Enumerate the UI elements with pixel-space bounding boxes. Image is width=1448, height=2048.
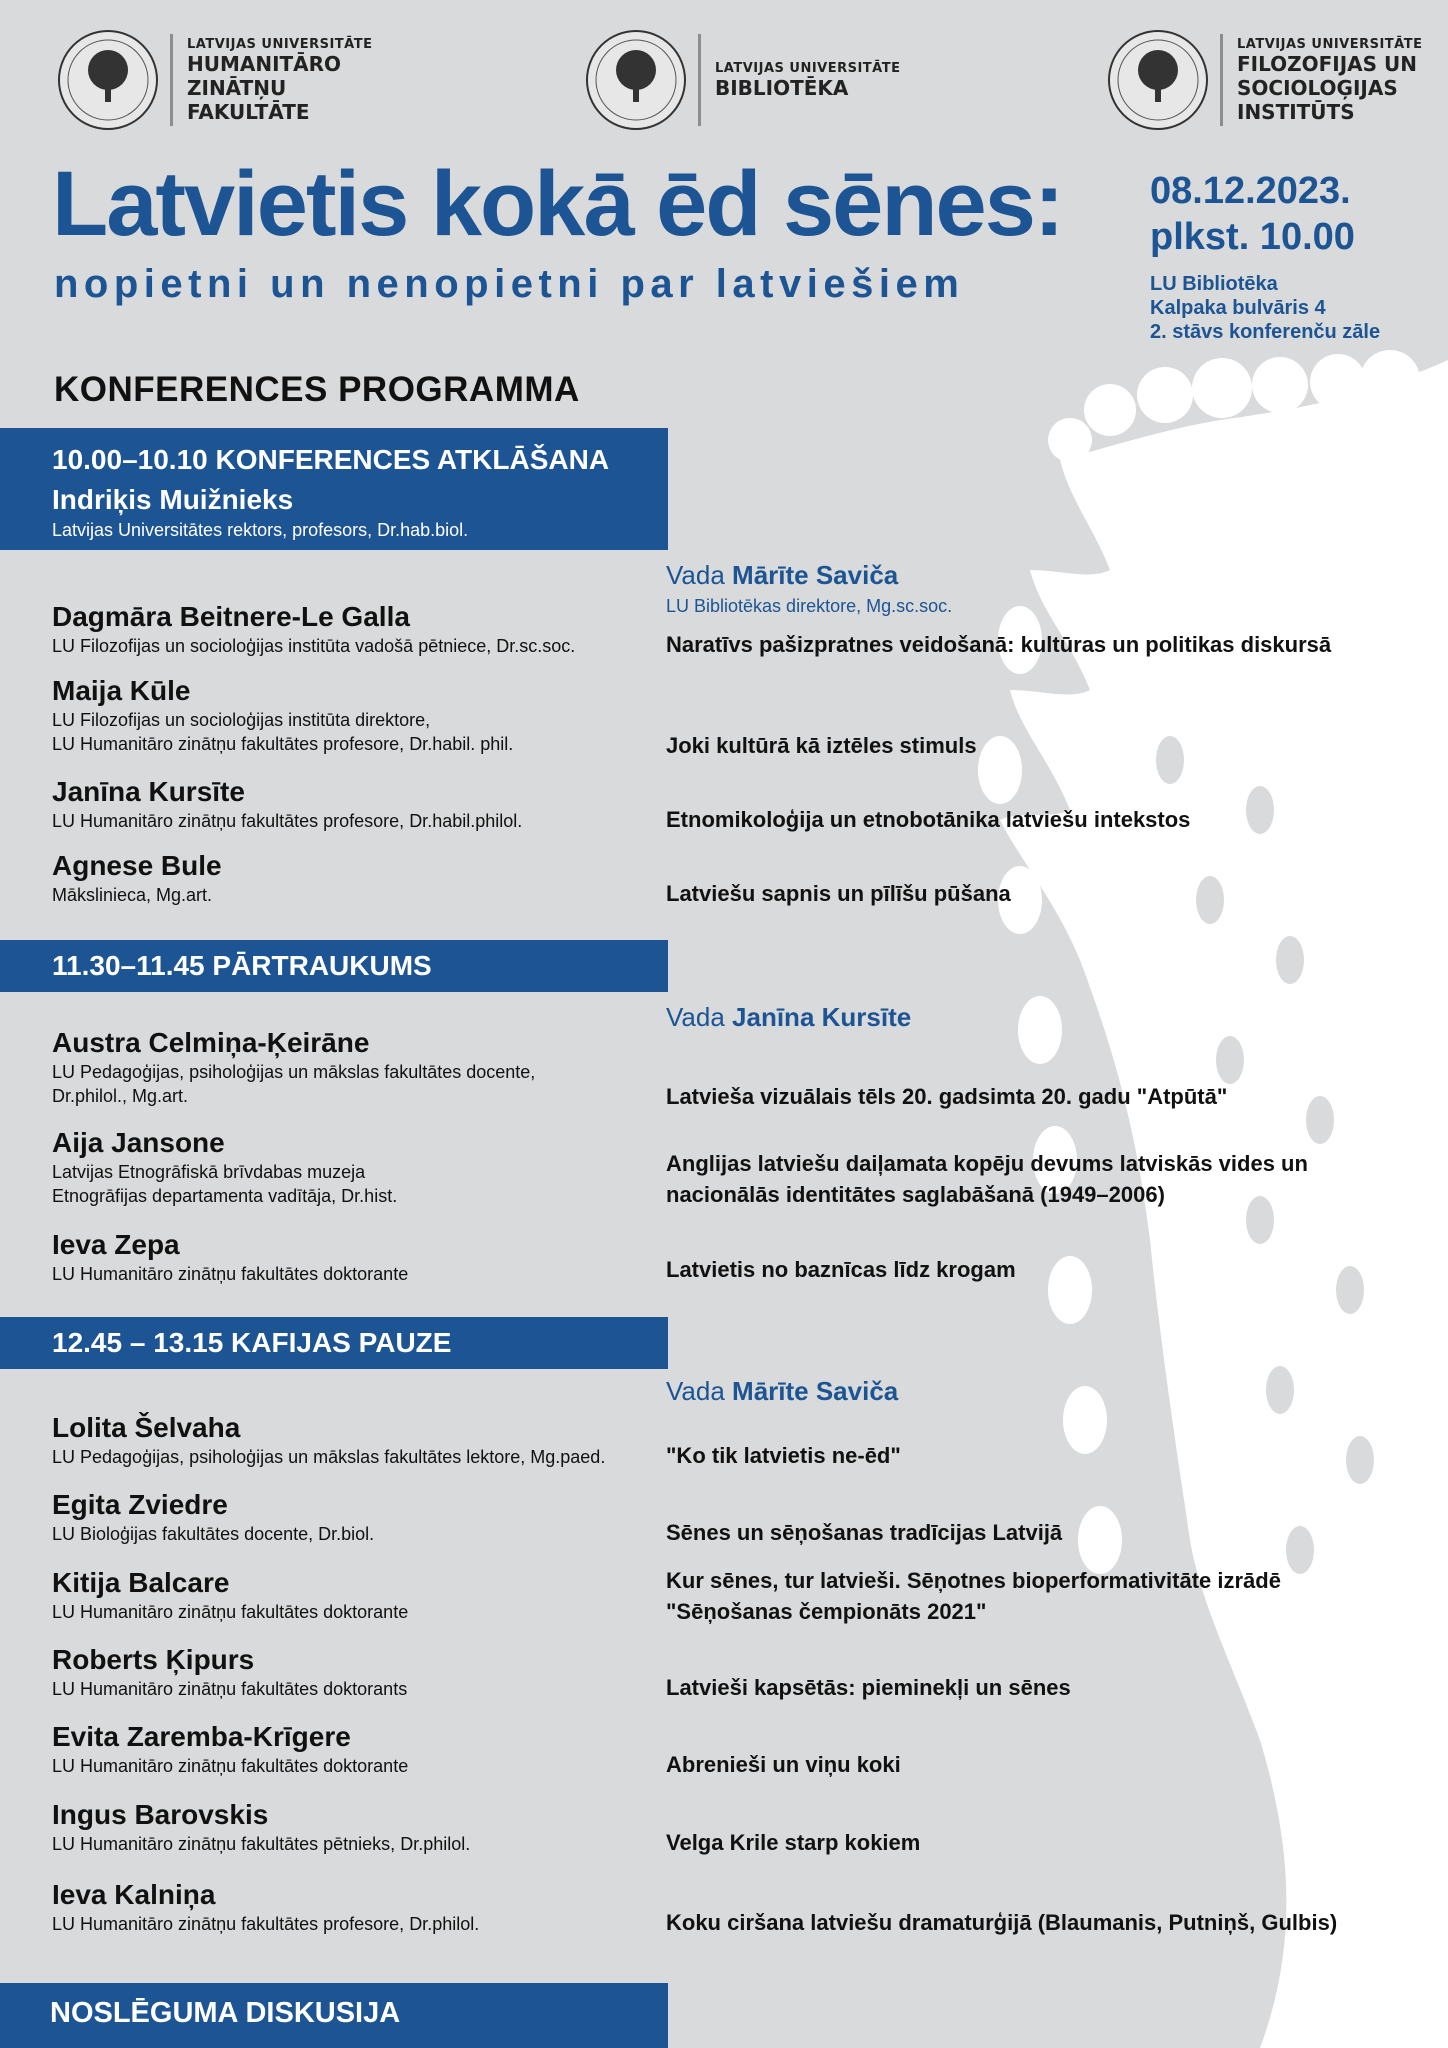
chair-prefix: Vada bbox=[666, 560, 725, 590]
talk-topic: Latvieša vizuālais tēls 20. gadsimta 20. gadu "Atpūtā" bbox=[666, 1084, 1228, 1109]
logo-top-text: LATVIJAS UNIVERSITĀTE bbox=[187, 36, 373, 52]
speaker-entry bbox=[52, 849, 672, 907]
chair-name: Mārīte Saviča bbox=[732, 1376, 899, 1406]
talk-topic: Koku ciršana latviešu dramaturģijā (Blaumanis, Putniņš, Gulbis) bbox=[666, 1910, 1338, 1935]
logo-line: FAKULTĀTE bbox=[187, 99, 310, 124]
speaker-role: LU Humanitāro zinātņu fakultātes doktorante bbox=[52, 1756, 409, 1776]
speaker-role: LU Humanitāro zinātņu fakultātes doktorants bbox=[52, 1679, 408, 1699]
break-bar bbox=[0, 940, 668, 992]
opening-section-bar bbox=[0, 428, 668, 550]
opening-label: 10.00–10.10 KONFERENCES ATKLĀŠANA bbox=[52, 444, 610, 475]
venue-line: Kalpaka bulvāris 4 bbox=[1150, 297, 1326, 319]
speaker-name: Ieva Kalniņa bbox=[52, 1879, 216, 1910]
chair-name: Mārīte Saviča bbox=[732, 560, 899, 590]
speaker-role: LU Filozofijas un socioloģijas institūta direktore, bbox=[52, 710, 431, 730]
university-seal-icon bbox=[586, 30, 686, 130]
opening-speaker-role: Latvijas Universitātes rektors, profesors, Dr.hab.biol. bbox=[52, 520, 469, 540]
session2-chair bbox=[666, 1002, 911, 1033]
talk-topic: Naratīvs pašizpratnes veidošanā: kultūras un politikas diskursā bbox=[666, 632, 1332, 657]
session3-chair bbox=[666, 1376, 898, 1407]
talk-topic: Velga Krile starp kokiem bbox=[666, 1830, 921, 1855]
event-title: Latvietis kokā ēd sēnes: bbox=[52, 153, 1063, 255]
speaker-entry bbox=[52, 1643, 672, 1701]
speaker-role: Etnogrāfijas departamenta vadītāja, Dr.hist. bbox=[52, 1186, 398, 1206]
speaker-name: Austra Celmiņa-Ķeirāne bbox=[52, 1027, 370, 1058]
speaker-name: Maija Kūle bbox=[52, 675, 191, 706]
talk-topic: Sēnes un sēņošanas tradīcijas Latvijā bbox=[666, 1520, 1063, 1545]
speaker-name: Evita Zaremba-Krīgere bbox=[52, 1721, 351, 1752]
speaker-role: LU Humanitāro zinātņu fakultātes doktorante bbox=[52, 1602, 409, 1622]
chair-prefix: Vada bbox=[666, 1376, 725, 1406]
event-subtitle: nopietni un nenopietni par latviešiem bbox=[54, 262, 965, 306]
logo-line: BIBLIOTĒKA bbox=[715, 75, 849, 100]
coffee-break-bar bbox=[0, 1317, 668, 1369]
speaker-name: Kitija Balcare bbox=[52, 1567, 230, 1598]
logo-line: FILOZOFIJAS UN bbox=[1237, 51, 1418, 76]
speaker-name: Lolita Šelvaha bbox=[52, 1412, 241, 1443]
speaker-role: LU Filozofijas un socioloģijas institūta vadošā pētniece, Dr.sc.soc. bbox=[52, 636, 576, 656]
speaker-entry bbox=[52, 1411, 672, 1469]
closing-discussion-bar bbox=[0, 1983, 668, 2048]
speaker-entry bbox=[52, 600, 672, 658]
speaker-name: Ingus Barovskis bbox=[52, 1799, 269, 1830]
speaker-entry bbox=[52, 1566, 672, 1624]
speaker-entry bbox=[52, 1228, 672, 1286]
speaker-entry bbox=[52, 1720, 672, 1778]
speaker-entry bbox=[52, 1798, 672, 1856]
speaker-role: LU Humanitāro zinātņu fakultātes profesore, Dr.philol. bbox=[52, 1914, 480, 1934]
logo-line: INSTITŪTS bbox=[1237, 99, 1355, 124]
event-time: plkst. 10.00 bbox=[1150, 216, 1355, 258]
talk-topic: "Ko tik latvietis ne-ēd" bbox=[666, 1443, 901, 1468]
talk-topic: Anglijas latviešu daiļamata kopēju devums latviskās vides un bbox=[666, 1151, 1308, 1176]
talk-topic: Latvietis no baznīcas līdz krogam bbox=[666, 1257, 1016, 1282]
university-seal-icon bbox=[58, 30, 158, 130]
speaker-role: LU Pedagoģijas, psiholoģijas un mākslas fakultātes docente, bbox=[52, 1062, 536, 1082]
chair-name: Janīna Kursīte bbox=[732, 1002, 912, 1032]
speaker-entry bbox=[52, 1878, 672, 1936]
logo-line: SOCIOLOĢIJAS bbox=[1237, 75, 1398, 100]
logo-library bbox=[586, 30, 900, 130]
speaker-name: Dagmāra Beitnere-Le Galla bbox=[52, 601, 410, 632]
talk-topic: Latviešu sapnis un pīlīšu pūšana bbox=[666, 881, 1011, 906]
break-label: 11.30–11.45 PĀRTRAUKUMS bbox=[52, 950, 432, 981]
logo-humanities-faculty bbox=[58, 30, 372, 130]
speaker-entry bbox=[52, 1488, 672, 1546]
chair-prefix: Vada bbox=[666, 1002, 725, 1032]
speaker-role: LU Humanitāro zinātņu fakultātes profesore, Dr.habil.philol. bbox=[52, 811, 523, 831]
speaker-role: LU Humanitāro zinātņu fakultātes pētnieks, Dr.philol. bbox=[52, 1834, 471, 1854]
logo-line: HUMANITĀRO bbox=[187, 51, 342, 76]
speaker-name: Agnese Bule bbox=[52, 850, 222, 881]
talk-topic: Latvieši kapsētās: pieminekļi un sēnes bbox=[666, 1675, 1071, 1700]
speaker-name: Aija Jansone bbox=[52, 1127, 225, 1158]
speaker-name: Egita Zviedre bbox=[52, 1489, 228, 1520]
talk-topic: Joki kultūrā kā iztēles stimuls bbox=[666, 733, 977, 758]
talk-topic-line2: nacionālās identitātes saglabāšanā (1949–2006) bbox=[666, 1182, 1165, 1207]
logo-philosophy-institute bbox=[1108, 30, 1422, 130]
logo-line: ZINĀTŅU bbox=[187, 75, 287, 100]
speaker-entry bbox=[52, 775, 672, 833]
talk-topic: Abrenieši un viņu koki bbox=[666, 1752, 901, 1777]
talk-topic: Etnomikoloģija un etnobotānika latviešu intekstos bbox=[666, 807, 1191, 832]
session1-chair bbox=[666, 560, 898, 591]
speaker-role: LU Humanitāro zinātņu fakultātes doktorante bbox=[52, 1264, 409, 1284]
speaker-name: Ieva Zepa bbox=[52, 1229, 180, 1260]
speaker-role: LU Humanitāro zinātņu fakultātes profesore, Dr.habil. phil. bbox=[52, 734, 514, 754]
speaker-entry bbox=[52, 674, 672, 756]
talk-topic: Kur sēnes, tur latvieši. Sēņotnes bioperformativitāte izrādē bbox=[666, 1568, 1281, 1593]
speaker-role: Dr.philol., Mg.art. bbox=[52, 1086, 189, 1106]
closing-label: NOSLĒGUMA DISKUSIJA bbox=[50, 1997, 401, 2029]
speaker-entry bbox=[52, 1126, 672, 1208]
event-date: 08.12.2023. bbox=[1150, 170, 1351, 212]
venue-line: 2. stāvs konferenču zāle bbox=[1150, 321, 1381, 343]
logo-top-text: LATVIJAS UNIVERSITĀTE bbox=[1237, 36, 1423, 52]
opening-speaker: Indriķis Muižnieks bbox=[52, 484, 294, 515]
session1-chair-role: LU Bibliotēkas direktore, Mg.sc.soc. bbox=[666, 596, 953, 616]
speaker-role: Latvijas Etnogrāfiskā brīvdabas muzeja bbox=[52, 1162, 366, 1182]
event-date-block bbox=[1150, 168, 1380, 344]
talk-topic-line2: "Sēņošanas čempionāts 2021" bbox=[666, 1599, 987, 1624]
speaker-name: Janīna Kursīte bbox=[52, 776, 245, 807]
speaker-role: LU Bioloģijas fakultātes docente, Dr.biol. bbox=[52, 1524, 375, 1544]
speaker-name: Roberts Ķipurs bbox=[52, 1644, 255, 1675]
program-heading: KONFERENCES PROGRAMMA bbox=[54, 370, 580, 409]
speaker-entry bbox=[52, 1026, 672, 1108]
venue-line: LU Bibliotēka bbox=[1150, 273, 1278, 295]
break-label: 12.45 – 13.15 KAFIJAS PAUZE bbox=[52, 1327, 452, 1358]
university-seal-icon bbox=[1108, 30, 1208, 130]
logo-top-text: LATVIJAS UNIVERSITĀTE bbox=[715, 60, 901, 76]
speaker-role: Mākslinieca, Mg.art. bbox=[52, 885, 213, 905]
speaker-role: LU Pedagoģijas, psiholoģijas un mākslas fakultātes lektore, Mg.paed. bbox=[52, 1447, 606, 1467]
